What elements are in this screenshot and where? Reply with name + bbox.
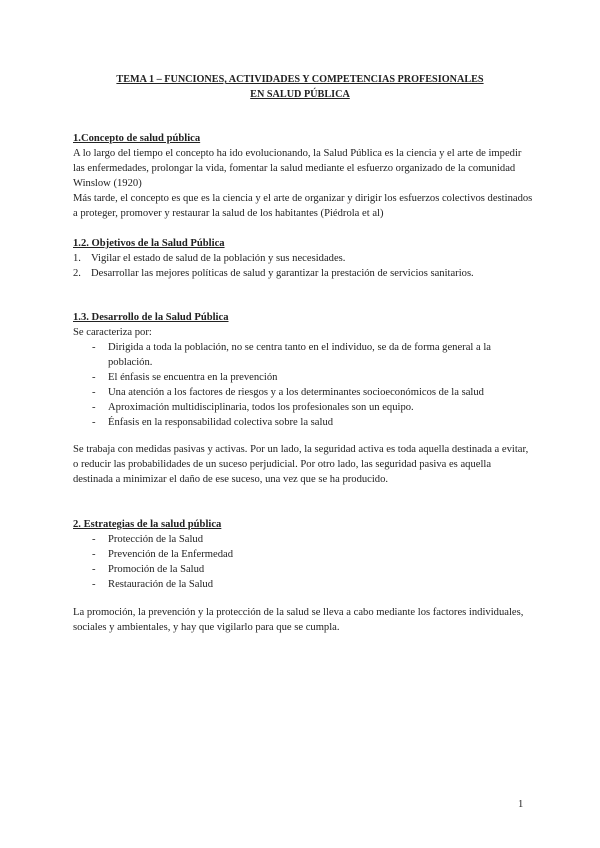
paragraph: Se trabaja con medidas pasivas y activas. Por un lado, la seguridad activa es toda aquella destinada a evitar, o reducir las probabilidades de un suceso perjudicial. Por otro lado, las seguridad pasiva es aquella destinada a minimizar el daño de ese suceso, una vez que se ha producido. [73,444,529,485]
list-marker: - [92,387,96,398]
list-item [73,562,533,577]
list-item-text: Aproximación multidisciplinaria, todos los profesionales son un equipo. [108,402,414,413]
section-heading: 1.2. Objetivos de la Salud Pública [73,238,225,249]
list-marker: - [92,564,96,575]
list-item [73,532,533,547]
list-item [73,577,533,592]
list-item-text: Promoción de la Salud [108,564,205,575]
section-heading: 1.Concepto de salud pública [73,133,201,144]
section-conclusion [73,605,533,635]
list-item [73,370,533,385]
section-desarrollo [73,310,533,430]
list-item-text: Una atención a los factores de riesgos y a los determinantes socioeconómicos de la salud [108,387,484,398]
list-item-text: Protección de la Salud [108,534,204,545]
list-marker: - [92,549,96,560]
section-estrategias [73,517,533,592]
numbered-list [73,251,533,281]
section-concepto [73,131,533,221]
title-line-2: EN SALUD PÚBLICA [250,89,350,100]
bullet-list [73,340,533,430]
section-heading: 1.3. Desarrollo de la Salud Pública [73,312,229,323]
paragraph: Más tarde, el concepto es que es la ciencia y el arte de organizar y dirigir los esfuerzos colectivos destinados a proteger, promover y restaurar la salud de los habitantes (Piédrola et al) [73,193,533,219]
document-title [60,72,540,102]
list-marker: - [92,402,96,413]
section-objetivos [73,236,533,281]
list-item [73,547,533,562]
paragraph: A lo largo del tiempo el concepto ha ido evolucionando, la Salud Pública es la ciencia y el arte de impedir las enfermedades, prolongar la vida, fomentar la salud mediante el esfuerzo organizado de la comunidad Winslow (1920) [73,148,522,189]
list-marker: - [92,579,96,590]
section-medidas [73,442,533,487]
list-marker: 2. [73,268,81,279]
page-number: 1 [518,799,524,810]
list-item [73,385,533,400]
list-item [73,415,533,430]
paragraph: Se caracteriza por: [73,327,152,338]
list-item-text: Prevención de la Enfermedad [108,549,234,560]
list-item-text: Desarrollar las mejores políticas de salud y garantizar la prestación de servicios sanitarios. [91,268,474,279]
list-marker: - [92,417,96,428]
list-item-text: Restauración de la Salud [108,579,214,590]
list-item [73,251,533,266]
list-item [73,340,533,370]
section-heading: 2. Estrategias de la salud pública [73,519,222,530]
list-item [73,266,533,281]
list-item-text: Énfasis en la responsabilidad colectiva sobre la salud [108,417,334,428]
list-marker: - [92,372,96,383]
list-item-text: Vigilar el estado de salud de la población y sus necesidades. [91,253,346,264]
list-marker: - [92,534,96,545]
paragraph: La promoción, la prevención y la protección de la salud se lleva a cabo mediante los factores individuales, sociales y ambientales, y hay que vigilarlo para que se cumpla. [73,607,524,633]
list-marker: - [92,342,96,353]
list-item-text: El énfasis se encuentra en la prevención [108,372,278,383]
bullet-list [73,532,533,592]
title-line-1: TEMA 1 – FUNCIONES, ACTIVIDADES Y COMPETENCIAS PROFESIONALES [116,74,484,85]
list-item [73,400,533,415]
list-item-text: Dirigida a toda la población, no se centra tanto en el individuo, se da de forma general a la población. [108,342,491,368]
list-marker: 1. [73,253,81,264]
